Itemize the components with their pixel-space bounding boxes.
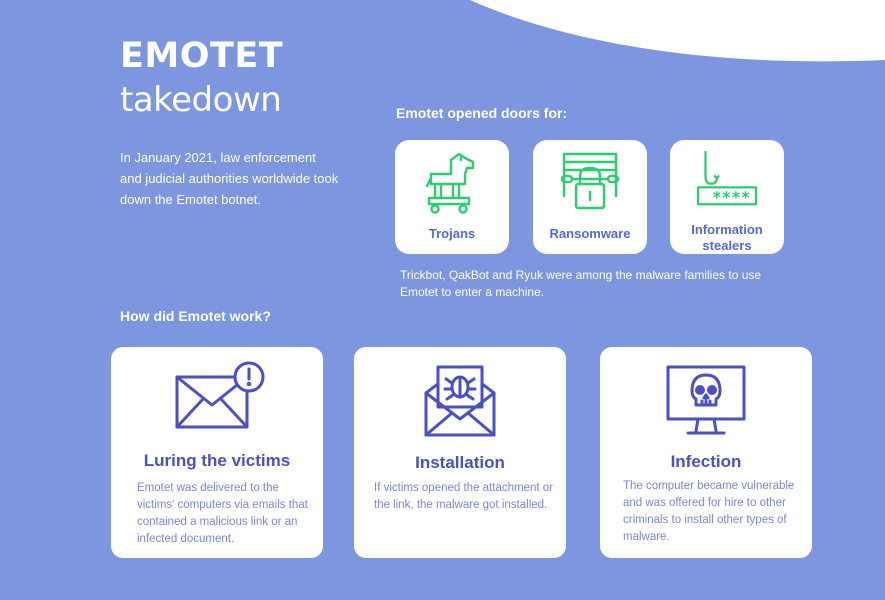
step-icon-wrap [600, 363, 812, 442]
step-card-installation [354, 347, 566, 558]
bug-envelope-icon [420, 363, 500, 439]
title-sub: takedown [120, 80, 282, 120]
warning-envelope-icon [169, 359, 265, 431]
door-card-information-stealers [670, 140, 784, 254]
intro-text: In January 2021, law enforcement and judicial authorities worldwide took down the Emotet botnet. [120, 150, 339, 207]
step-text: If victims opened the attachment or the link, the malware got installed. [374, 482, 553, 511]
step-text: The computer became vulnerable and was offered for hire to other criminals to install other types of malware. [623, 480, 795, 543]
step-card-luring [111, 347, 323, 558]
step-card-infection [600, 347, 812, 558]
door-label: Information stealers [691, 222, 763, 253]
password-hook-icon [692, 150, 762, 208]
step-title: Luring the victims [143, 451, 291, 470]
how-heading: How did Emotet work? [120, 308, 271, 324]
doors-heading: Emotet opened doors for: [396, 105, 568, 121]
step-icon-wrap [354, 363, 566, 444]
door-label: Trojans [428, 226, 476, 241]
door-card-ransomware [533, 140, 647, 254]
page-title [120, 36, 283, 120]
password-mask: **** [712, 187, 751, 207]
skull-monitor-icon [664, 363, 748, 437]
door-label: Ransomware [549, 226, 631, 241]
step-title: Infection [670, 452, 742, 471]
step-icon-wrap [111, 359, 323, 436]
door-card-trojans [395, 140, 509, 254]
trojan-horse-icon [421, 150, 483, 216]
title-main: EMOTET [120, 36, 284, 76]
step-text: Emotet was delivered to the victims' computers via emails that contained a malicious link or an infected document. [137, 482, 308, 545]
ransomware-lock-icon [558, 150, 622, 216]
step-title: Installation [415, 453, 505, 472]
malware-families-note: Trickbot, QakBot and Ryuk were among the malware families to use Emotet to enter a machine. [400, 268, 762, 299]
